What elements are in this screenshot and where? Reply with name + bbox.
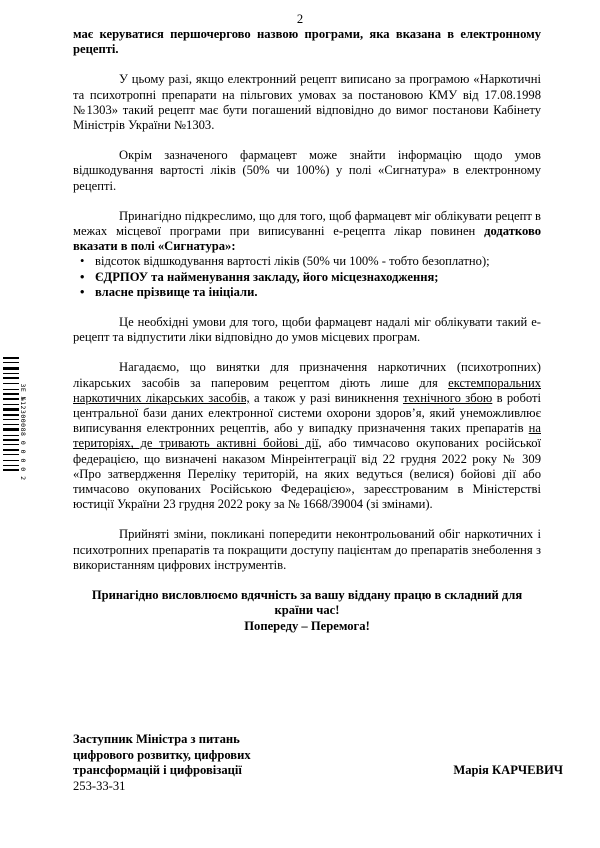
position-line: трансформацій і цифровізації: [73, 763, 242, 777]
paragraph-program-name: має керуватися першочергово назвою програми, яка вказана в електронному рецепті.: [73, 27, 541, 57]
signatory-name: Марія КАРЧЕВИЧ: [453, 763, 563, 777]
exceptions-underlined: екстемпоральних наркотичних лікарських засобів,: [73, 375, 541, 405]
gratitude-text: Принагідно висловлюємо вдячність за вашу віддану працю в складний для країни час!: [91, 588, 523, 618]
exceptions-text: а також у разі виникнення: [249, 390, 403, 405]
paragraph-necessary-conditions: Це необхідні умови для того, щоби фармацевт надалі міг облікувати такий е-рецепт та відпустити ліки відповідно до умов місцевих програм.: [73, 315, 541, 345]
position-line: Заступник Міністра з питань: [73, 732, 240, 746]
closing-slogan: Попереду – Перемога!: [244, 618, 370, 633]
requirements-list: [73, 254, 541, 300]
paragraph-program-1303: У цьому разі, якщо електронний рецепт виписано за програмою «Наркотичні та психотропні препарати на пільгових умовах за постановою КМУ від 17.08.1998 №1303» такий рецепт має бути погашений відповідно до вимог постанови Кабінету Міністрів України №1303.: [73, 72, 541, 133]
page-number: 2: [296, 12, 304, 26]
list-item-text: відсоток відшкодування вартості ліків (50% чи 100% - тобто безоплатно);: [95, 254, 490, 269]
list-item: [73, 254, 541, 269]
barcode-number: ЗЕ №12300088 0 0 0 0 2: [19, 383, 27, 481]
bullet-icon: •: [80, 254, 85, 269]
exceptions-text: , або тимчасово окупованих російської федерацією, що визначені наказом Мінреінтеграції від 22 грудня 2022 року № 309 «Про затвердження Переліку територій, на яких ведуться (велися) бойові дії або тимчасово окупованих Російською Федерацією», зареєстрованим в Міністерстві юстиції України 23 грудня 2022 року за № 1668/39004 (зі змінами).: [73, 436, 541, 512]
paragraph-signature-field: Окрім зазначеного фармацевт може знайти інформацію щодо умов відшкодування вартості ліків (50% чи 100%) у полі «Сигнатура» в електронному рецепті.: [73, 148, 541, 193]
signature-block: [73, 732, 563, 794]
exceptions-underlined: на територіях, де тривають активні бойові дії: [73, 421, 541, 451]
exceptions-text: Нагадаємо, що винятки для призначення наркотичних (психотропних) лікарських засобів за паперовим рецептом діють лише для: [73, 360, 541, 390]
paragraph-changes-purpose: Прийняті зміни, покликані попередити неконтрольований обіг наркотичних і психотропних препаратів та покращити доступу пацієнтам до препаратів знеболення з використанням цифрових інструментів.: [73, 527, 541, 572]
paragraph-doctor-requirements: [73, 209, 541, 255]
signatory-position: [73, 732, 333, 794]
bullet-icon: •: [80, 269, 85, 284]
position-line: цифрового розвитку, цифрових: [73, 747, 251, 762]
list-item: [73, 270, 541, 285]
list-item-text: ЄДРПОУ та найменування закладу, його місцезнаходження;: [95, 269, 439, 284]
exceptions-text: в роботі центральної бази даних електронної системи охорони здоров’я, який унеможливлює виписування електронних рецептів, або у випадку призначення таких препаратів: [73, 390, 541, 436]
requirements-text: Принагідно підкреслимо, що для того, щоб фармацевт міг облікувати рецепт в межах місцевої програми при виписуванні е-рецепта лікар повинен: [73, 208, 541, 239]
paragraph-exceptions: [73, 360, 541, 512]
registration-barcode: [3, 357, 19, 507]
list-item-text: власне прізвище та ініціали.: [95, 284, 258, 299]
letter-body: [73, 27, 541, 634]
phone-number: 253-33-31: [73, 778, 126, 793]
exceptions-underlined: технічного збою: [402, 390, 493, 405]
bullet-icon: •: [80, 284, 85, 299]
list-item: [73, 285, 541, 300]
requirements-emphasis: додатково вказати в полі «Сигнатура»:: [73, 224, 541, 254]
